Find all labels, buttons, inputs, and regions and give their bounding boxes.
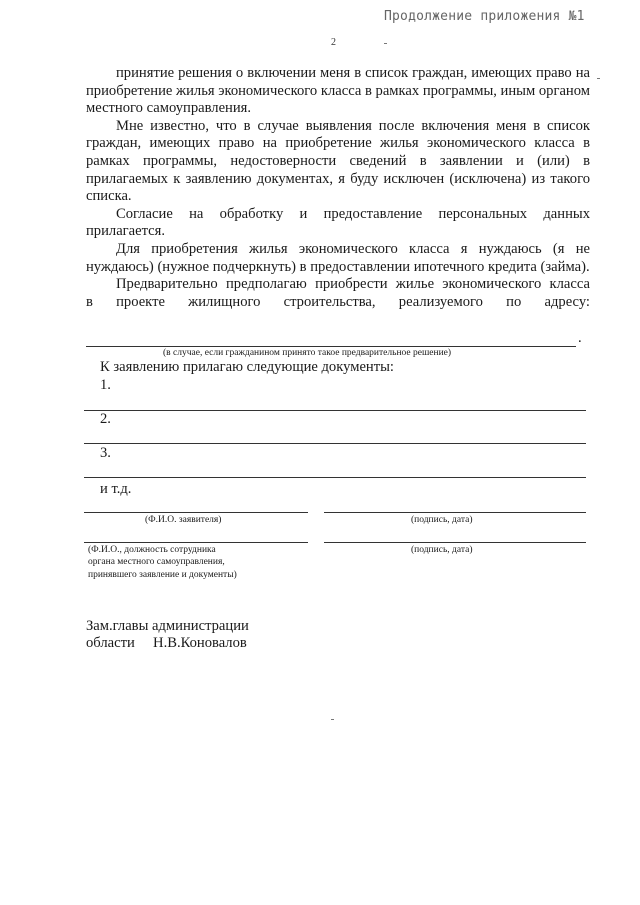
- officer-signature-line: [324, 542, 586, 543]
- document-line-1: [84, 410, 586, 411]
- document-item-2: 2.: [100, 411, 111, 427]
- address-trailing-dot: .: [578, 330, 582, 346]
- applicant-signature-line: [324, 512, 586, 513]
- officer-name-line: [84, 542, 308, 543]
- officer-sign-caption: (подпись, дата): [411, 545, 473, 555]
- documents-intro: К заявлению прилагаю следующие документы:: [100, 359, 394, 375]
- document-item-3: 3.: [100, 445, 111, 461]
- continuation-note: Продолжение приложения №1: [384, 9, 585, 24]
- signatory-block: [86, 618, 249, 652]
- scan-speck: [384, 43, 387, 44]
- paragraph-exclusion: Мне известно, что в случае выявления после включения меня в список граждан, имеющих право на приобретение жилья экономического класса в рамках программы, недостоверности сведений в заявлении и (или) в прилагаемых к заявлению документах, я буду исключен (исключена) из такого списка.: [86, 117, 590, 205]
- document-line-3: [84, 477, 586, 478]
- document-etc: и т.д.: [100, 481, 132, 497]
- officer-caption-line3: принявшего заявление и документы): [88, 569, 237, 580]
- scan-speck: [597, 78, 600, 79]
- paragraph-decision: принятие решения о включении меня в список граждан, имеющих право на приобретение жилья экономического класса в рамках программы, иным органом местного самоуправления.: [86, 65, 590, 117]
- paragraph-consent: Согласие на обработку и предоставление персональных данных прилагается.: [86, 205, 590, 240]
- paragraph-purchase-line2: в проекте жилищного строительства, реализуемого по адресу:: [86, 293, 590, 310]
- address-line: [86, 346, 576, 347]
- scan-speck: [331, 719, 334, 720]
- address-caption: (в случае, если гражданином принято такое предварительное решение): [163, 348, 452, 358]
- applicant-sign-caption: (подпись, дата): [411, 515, 473, 525]
- paragraph-mortgage: Для приобретения жилья экономического класса я нуждаюсь (я не нуждаюсь) (нужное подчеркнуть) в предоставлении ипотечного кредита (займа).: [86, 240, 590, 275]
- paragraph-purchase-line1: Предварительно предполагаю приобрести жилье экономического класса: [116, 276, 590, 293]
- officer-caption-line1: (Ф.И.О., должность сотрудника: [88, 545, 216, 555]
- officer-caption: [88, 544, 237, 581]
- document-item-1: 1.: [100, 377, 111, 393]
- signatory-name: области Н.В.Коновалов: [86, 635, 247, 651]
- body-text: [86, 65, 590, 311]
- document-line-2: [84, 443, 586, 444]
- signatory-title: Зам.главы администрации: [86, 618, 249, 634]
- page-number: 2: [331, 37, 336, 48]
- applicant-caption: (Ф.И.О. заявителя): [145, 515, 222, 525]
- applicant-name-line: [84, 512, 308, 513]
- officer-caption-line2: органа местного самоуправления,: [88, 557, 225, 568]
